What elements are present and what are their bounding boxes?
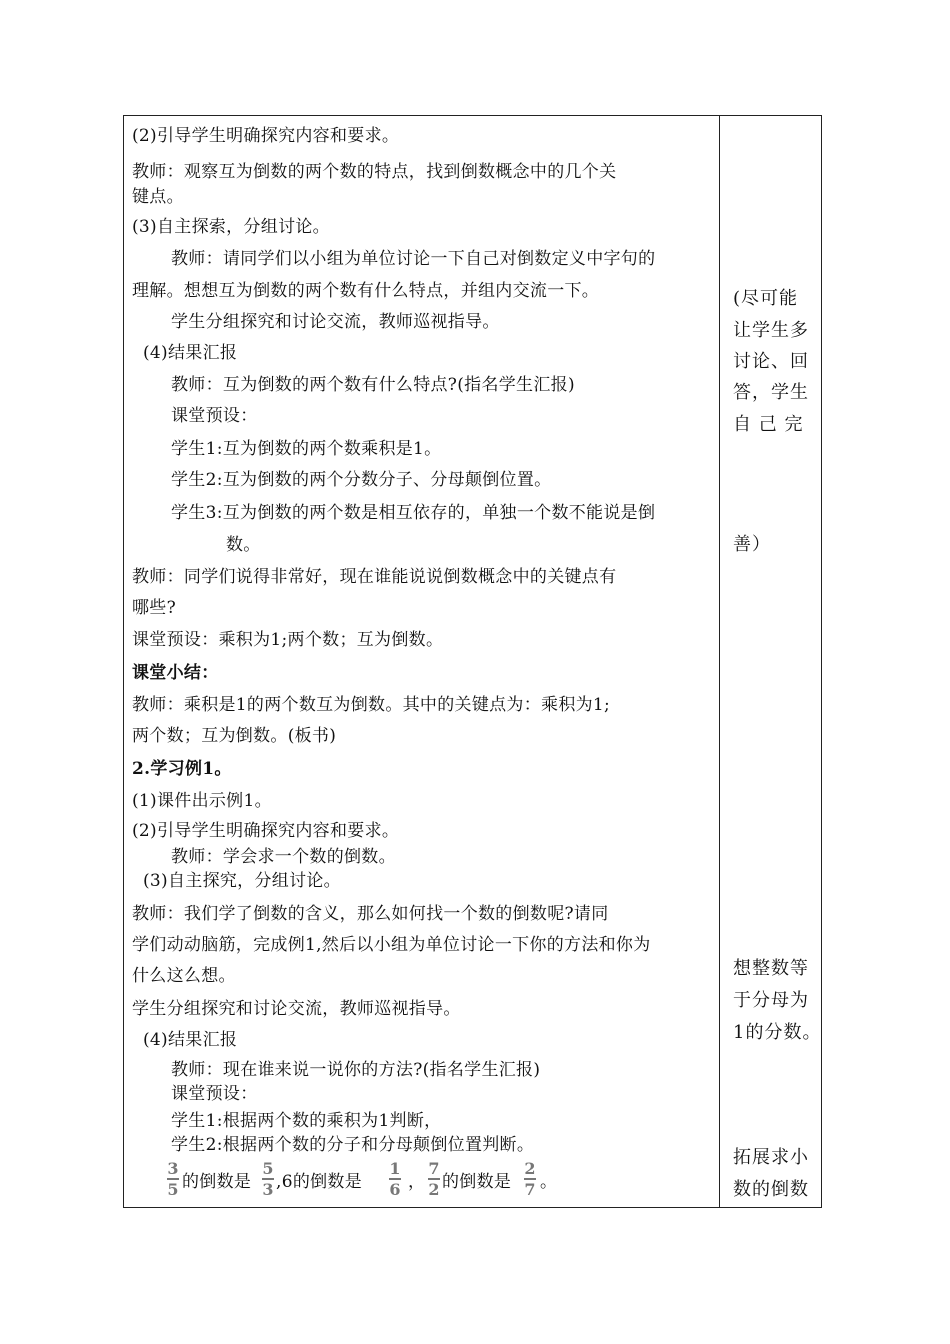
- step-1-show: (1)课件出示例1。: [132, 791, 272, 811]
- side-note-2: 于分母为: [733, 990, 809, 1011]
- text-line: 数。: [226, 535, 261, 555]
- example-text: 。: [540, 1172, 558, 1192]
- text-line: 学生分组探究和讨论交流，教师巡视指导。: [132, 999, 461, 1019]
- fraction-5-3: [262, 1160, 274, 1198]
- numerator: 3: [167, 1159, 179, 1178]
- side-note-1-end: 善）: [733, 534, 771, 555]
- section-heading: 2.学习例1。: [132, 759, 232, 779]
- side-note-1: 讨论、回: [733, 351, 809, 372]
- side-note-3: 拓展求小: [733, 1147, 809, 1168]
- side-note-2: 1的分数。: [733, 1022, 822, 1043]
- text-line: 什么这么想。: [132, 966, 236, 986]
- side-note-1: (尽可能: [733, 288, 799, 309]
- student-line: 学生3:互为倒数的两个数是相互依存的，单独一个数不能说是倒: [171, 503, 656, 523]
- teacher-line: 教师：请同学们以小组为单位讨论一下自己对倒数定义中字句的: [171, 249, 656, 269]
- preset-label: 课堂预设：: [171, 406, 258, 426]
- summary-heading: 课堂小结：: [132, 663, 219, 683]
- denominator: 3: [262, 1180, 274, 1199]
- text-line: 键点。: [132, 187, 184, 207]
- denominator: 6: [389, 1180, 401, 1199]
- example-text: ,6的倒数是: [276, 1172, 363, 1192]
- step-3-explore: (3)自主探索，分组讨论。: [132, 217, 330, 237]
- teacher-line: 教师：观察互为倒数的两个数的特点，找到倒数概念中的几个关: [132, 162, 617, 182]
- student-line: 学生2:根据两个数的分子和分母颠倒位置判断。: [171, 1135, 535, 1155]
- side-note-1: 自 己 完: [733, 414, 804, 435]
- side-note-1: 答，学生: [733, 382, 809, 403]
- example-text: 的倒数是: [182, 1172, 252, 1192]
- teacher-line: 教师：我们学了倒数的含义，那么如何找一个数的倒数呢?请同: [132, 904, 609, 924]
- fraction-2-7: [524, 1160, 536, 1198]
- denominator: 5: [167, 1180, 179, 1199]
- numerator: 1: [389, 1159, 401, 1178]
- step-2-guide: (2)引导学生明确探究内容和要求。: [132, 821, 400, 841]
- denominator: 7: [524, 1180, 536, 1199]
- text-line: 理解。想想互为倒数的两个数有什么特点，并组内交流一下。: [132, 281, 600, 301]
- side-note-3: 数的倒数: [733, 1179, 809, 1200]
- numerator: 5: [262, 1159, 274, 1178]
- numerator: 7: [428, 1159, 440, 1178]
- numerator: 2: [524, 1159, 536, 1178]
- example-text: ，: [408, 1172, 426, 1192]
- student-line: 学生2:互为倒数的两个分数分子、分母颠倒位置。: [171, 470, 552, 490]
- side-note-1: 让学生多: [733, 320, 809, 341]
- side-note-2: 想整数等: [733, 958, 809, 979]
- denominator: 2: [428, 1180, 440, 1199]
- preset-line: 课堂预设：乘积为1;两个数；互为倒数。: [132, 630, 444, 650]
- fraction-7-2: [428, 1160, 440, 1198]
- teacher-line: 教师：现在谁来说一说你的方法?(指名学生汇报): [171, 1060, 541, 1080]
- student-line: 学生1:根据两个数的乘积为1判断，: [171, 1111, 442, 1131]
- example-text: 的倒数是: [442, 1172, 512, 1192]
- column-divider: [719, 115, 720, 1208]
- text-line: 哪些?: [132, 598, 177, 618]
- step-3-explore: (3)自主探究，分组讨论。: [143, 871, 341, 891]
- text-line: 两个数；互为倒数。(板书): [132, 726, 337, 746]
- student-line: 学生1:互为倒数的两个数乘积是1。: [171, 439, 442, 459]
- step-4-report: (4)结果汇报: [143, 343, 238, 363]
- text-line: 学们动动脑筋，完成例1,然后以小组为单位讨论一下你的方法和你为: [132, 935, 651, 955]
- text-line: 学生分组探究和讨论交流，教师巡视指导。: [171, 312, 500, 332]
- step-2-guide: (2)引导学生明确探究内容和要求。: [132, 126, 400, 146]
- fraction-1-6: [389, 1160, 401, 1198]
- teacher-line: 教师：同学们说得非常好，现在谁能说说倒数概念中的关键点有: [132, 567, 617, 587]
- step-4-report: (4)结果汇报: [143, 1030, 238, 1050]
- preset-label: 课堂预设：: [171, 1084, 258, 1104]
- teacher-line: 教师：乘积是1的两个数互为倒数。其中的关键点为：乘积为1;: [132, 695, 611, 715]
- teacher-line: 教师：互为倒数的两个数有什么特点?(指名学生汇报): [171, 375, 575, 395]
- fraction-3-5: [167, 1160, 179, 1198]
- teacher-line: 教师：学会求一个数的倒数。: [171, 847, 396, 867]
